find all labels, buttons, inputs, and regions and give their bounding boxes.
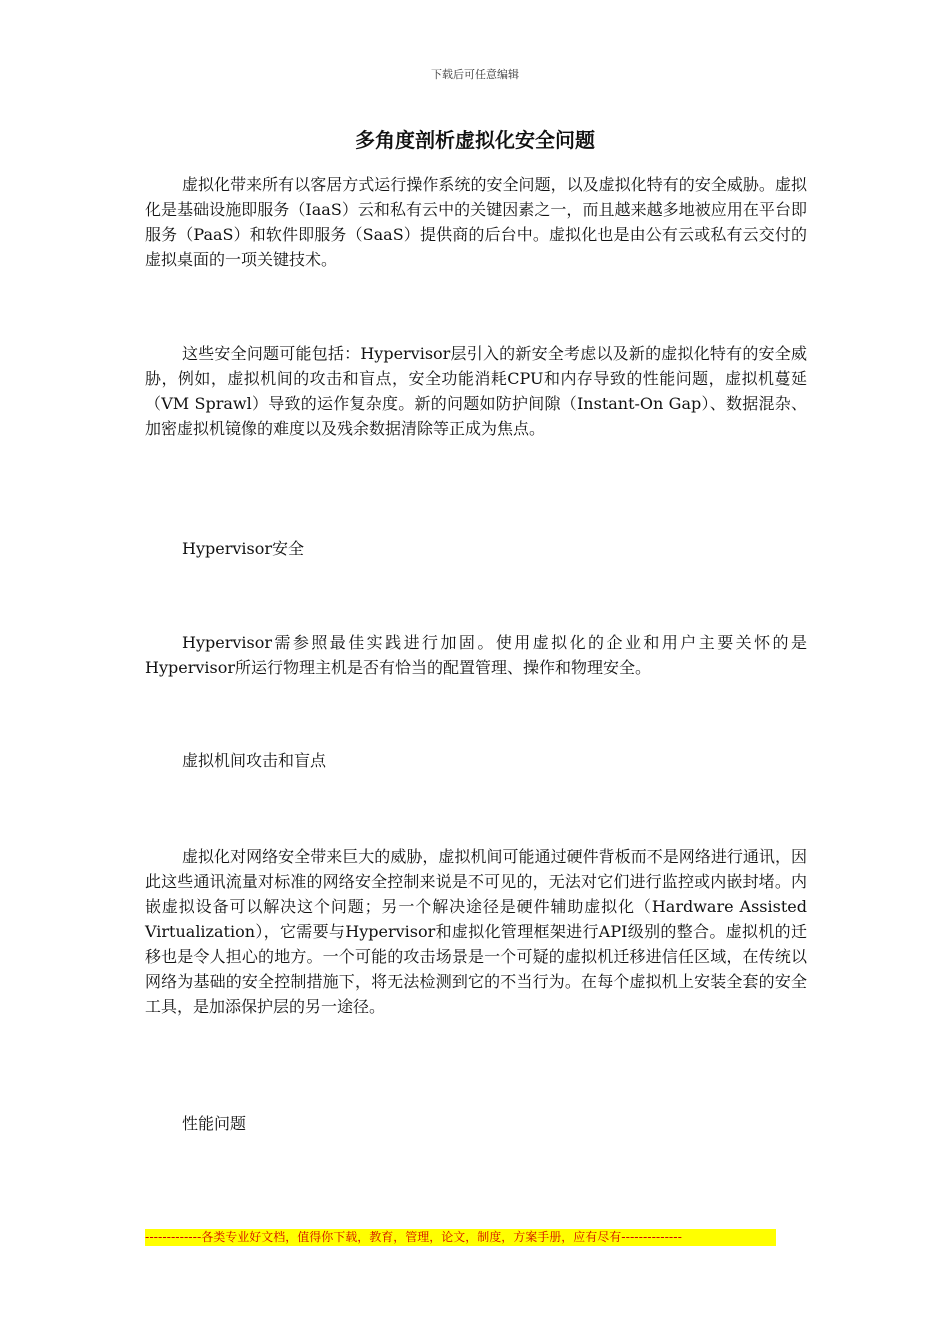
paragraph-security-issues: 这些安全问题可能包括：Hypervisor层引入的新安全考虑以及新的虚拟化特有的安全威胁，例如，虚拟机间的攻击和盲点，安全功能消耗CPU和内存导致的性能问题，虚拟机蔓延（VM Sprawl）导致的运作复杂度。新的问题如防护间隙（Instant-On Gap）、数据混杂、加密虚拟机镜像的难度以及残余数据清除等正成为焦点。	[145, 344, 807, 438]
heading-hypervisor-security: Hypervisor安全	[182, 539, 305, 558]
footer-banner: -------------各类专业好文档，值得你下载，教育，管理，论文，制度，方案手册，应有尽有--------------	[145, 1229, 776, 1246]
paragraph-intro: 虚拟化带来所有以客居方式运行操作系统的安全问题，以及虚拟化特有的安全威胁。虚拟化是基础设施即服务（IaaS）云和私有云中的关键因素之一，而且越来越多地被应用在平台即服务（PaaS）和软件即服务（SaaS）提供商的后台中。虚拟化也是由公有云或私有云交付的虚拟桌面的一项关键技术。	[145, 175, 807, 269]
document-title: 多角度剖析虚拟化安全问题	[355, 128, 595, 152]
heading-performance-issues: 性能问题	[182, 1114, 247, 1133]
paragraph-network-threats: 虚拟化对网络安全带来巨大的威胁，虚拟机间可能通过硬件背板而不是网络进行通讯，因此这些通讯流量对标准的网络安全控制来说是不可见的，无法对它们进行监控或内嵌封堵。内嵌虚拟设备可以解决这个问题；另一个解决途径是硬件辅助虚拟化（Hardware Assisted Virtualization），它需要与Hypervisor和虚拟化管理框架进行API级别的整合。虚拟机的迁移也是令人担心的地方。一个可能的攻击场景是一个可疑的虚拟机迁移进信任区域，在传统以网络为基础的安全控制措施下，将无法检测到它的不当行为。在每个虚拟机上安装全套的安全工具，是加添保护层的另一途径。	[145, 847, 807, 1016]
heading-vm-attacks-blindspots: 虚拟机间攻击和盲点	[182, 751, 327, 770]
paragraph-hypervisor-hardening: Hypervisor需参照最佳实践进行加固。使用虚拟化的企业和用户主要关怀的是Hypervisor所运行物理主机是否有恰当的配置管理、操作和物理安全。	[145, 633, 807, 677]
page-header-note: 下载后可任意编辑	[431, 68, 519, 81]
